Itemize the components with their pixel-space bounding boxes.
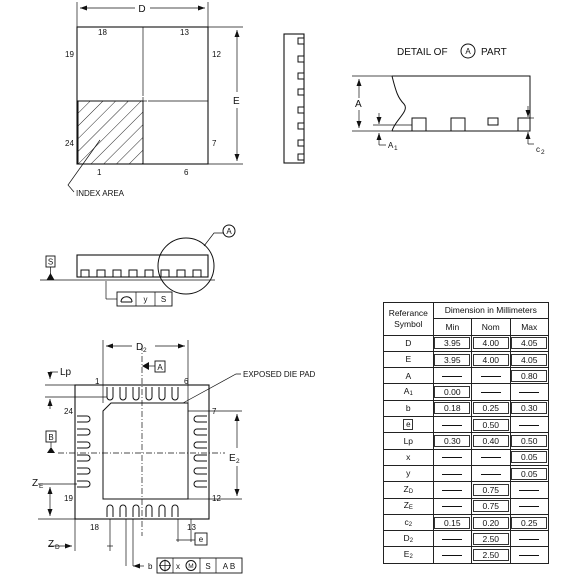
value-text: 3.95 [434,354,470,366]
table-cell-nom [472,433,510,449]
top-pin-13: 13 [180,28,189,37]
bottom-zd-sub: D [55,544,60,551]
table-cell-min [433,400,471,416]
table-cell-min [433,465,471,481]
table-cell-symbol [384,498,434,514]
table-row [384,417,549,433]
bottom-pin-6: 6 [184,377,189,386]
table-cell-nom [472,482,510,498]
index-area-hatch [78,101,143,164]
bottom-fcf-ab: A B [222,562,236,571]
table-cell-nom [472,498,510,514]
table-cell-nom [472,384,510,400]
value-text: 0.30 [511,402,547,414]
value-text: 4.05 [511,354,547,366]
table-row [384,335,549,351]
table-cell-symbol [384,433,434,449]
table-cell-symbol [384,335,434,351]
table-row [384,498,549,514]
dimension-table [383,302,549,564]
table-row [384,449,549,465]
side-view [284,34,304,163]
bottom-pin-1: 1 [95,377,100,386]
table-cell-max [510,417,549,433]
symbol-text: y [406,468,411,479]
value-text: 3.95 [434,337,470,349]
table-cell-nom [472,514,510,530]
symbol-text: E [403,549,410,560]
table-cell-symbol [384,384,434,400]
symbol-text: D [403,532,410,543]
bottom-pin-7: 7 [212,407,217,416]
table-cell-nom [472,465,510,481]
table-cell-nom [472,547,510,563]
table-header-nom: Nom [472,319,510,335]
bottom-pin-19: 19 [64,494,73,503]
table-row [384,514,549,530]
detail-title-suffix: PART [481,47,507,58]
table-cell-nom [472,531,510,547]
bottom-d2-label: D [136,342,144,353]
detail-a1-sub: 1 [394,145,398,152]
value-text: 0.50 [473,419,509,431]
table-cell-max [510,449,549,465]
value-text: 4.05 [511,337,547,349]
table-cell-max [510,465,549,481]
dim-d-label: D [138,4,146,15]
table-cell-max [510,547,549,563]
table-cell-min [433,531,471,547]
table-header-symbol: Referance Symbol [384,303,434,336]
symbol-text: Lp [403,435,414,446]
front-callout-a: A [226,227,232,236]
table-cell-min [433,417,471,433]
value-text: 2.50 [473,533,509,545]
bottom-pin-18: 18 [90,523,99,532]
table-cell-min [433,449,471,465]
table-cell-symbol [384,417,434,433]
table-row [384,384,549,400]
table-cell-symbol [384,351,434,367]
table-cell-min [433,433,471,449]
value-text: 0.25 [473,402,509,414]
table-cell-nom [472,368,510,384]
table-cell-max [510,531,549,547]
table-cell-nom [472,449,510,465]
detail-title-symbol: A [465,47,471,56]
table-cell-max [510,400,549,416]
bottom-lp-label: Lp [60,367,72,378]
table-row [384,368,549,384]
table-cell-min [433,514,471,530]
bottom-fcf-b: b [148,562,153,571]
table-row [384,400,549,416]
table-cell-max [510,514,549,530]
table-cell-symbol [384,482,434,498]
table-cell-max [510,368,549,384]
table-cell-min [433,498,471,514]
value-text: 0.15 [434,517,470,529]
value-text: 4.00 [473,337,509,349]
table-body [384,335,549,563]
bottom-e-label: e [198,535,204,544]
table-header-group: Dimension in Millimeters [433,303,548,319]
table-row [384,433,549,449]
bottom-zd-label: Z [48,539,55,550]
table-cell-symbol [384,547,434,563]
value-text: 0.00 [434,386,470,398]
table-header-min: Min [433,319,471,335]
symbol-text: e [403,419,413,430]
value-text: 0.18 [434,402,470,414]
bottom-datum-a: A [157,363,163,372]
table-cell-nom [472,417,510,433]
table-cell-max [510,433,549,449]
symbol-text: b [405,403,411,414]
table-cell-nom [472,400,510,416]
bottom-e2-sub: 2 [236,458,240,465]
bottom-d2-sub: 2 [143,347,147,354]
table-cell-nom [472,351,510,367]
value-text: 0.20 [473,517,509,529]
detail-a-label: A [355,99,362,110]
table-row [384,465,549,481]
symbol-text: x [406,452,411,463]
bottom-ze-sub: E [39,483,44,490]
symbol-text: Z [403,500,409,511]
bottom-datum-b: B [48,433,54,442]
symbol-text: E [405,354,412,365]
value-text: 0.05 [511,451,547,463]
bottom-view [32,340,316,573]
detail-title: DETAIL OF [397,47,448,58]
value-text: 2.50 [473,549,509,561]
table-cell-nom [472,335,510,351]
table-cell-symbol [384,449,434,465]
table-cell-symbol [384,531,434,547]
front-datum-s: S [47,257,54,267]
value-text: 0.80 [511,370,547,382]
value-text: 0.40 [473,435,509,447]
symbol-subscript: 2 [408,521,413,528]
value-text: 0.30 [434,435,470,447]
table-cell-max [510,335,549,351]
symbol-text: Z [403,483,409,494]
value-text: 0.75 [473,484,509,496]
top-pin-19: 19 [65,50,74,59]
symbol-text: A [403,386,410,397]
table-cell-min [433,335,471,351]
symbol-text: A [405,370,412,381]
table-cell-min [433,547,471,563]
table-header-max: Max [510,319,549,335]
symbol-text: D [405,337,412,348]
table-row [384,482,549,498]
front-fcf-s: S [160,295,167,304]
table-cell-min [433,482,471,498]
index-area-label: INDEX AREA [76,189,125,198]
top-pin-12: 12 [212,50,221,59]
table-row [384,351,549,367]
table-cell-max [510,384,549,400]
table-cell-max [510,351,549,367]
table-cell-max [510,498,549,514]
table-cell-symbol [384,400,434,416]
detail-c2-sub: 2 [541,149,545,156]
bottom-pin-13: 13 [187,523,196,532]
table-cell-symbol [384,465,434,481]
front-view [40,225,235,306]
bottom-fcf-x: x [176,562,180,571]
table-cell-min [433,368,471,384]
table-row [384,547,549,563]
value-text: 0.05 [511,468,547,480]
top-pin-24: 24 [65,139,74,148]
bottom-ze-label: Z [32,478,39,489]
bottom-e2-label: E [229,453,236,464]
symbol-text: c [404,516,409,527]
bottom-pin-12: 12 [212,494,221,503]
value-text: 4.00 [473,354,509,366]
value-text: 0.25 [511,517,547,529]
symbol-subscript: D [408,488,414,495]
table-cell-max [510,482,549,498]
table-cell-min [433,384,471,400]
value-text: 0.75 [473,500,509,512]
table-cell-min [433,351,471,367]
dim-e-label: E [233,96,240,107]
detail-c2-label: c [536,145,540,154]
detail-a1-label: A [388,141,394,150]
bottom-fcf-s: S [205,562,211,571]
table-cell-symbol [384,514,434,530]
symbol-subscript: 2 [409,554,413,561]
symbol-subscript: 2 [409,537,414,544]
table-cell-symbol [384,368,434,384]
value-text: 0.50 [511,435,547,447]
detail-view [352,44,545,156]
symbol-subscript: E [408,505,413,512]
symbol-subscript: 1 [409,391,413,398]
top-pin-18: 18 [98,28,107,37]
bottom-pin-24: 24 [64,407,73,416]
top-pin-7: 7 [212,139,217,148]
top-view [65,2,243,198]
top-pin-6: 6 [184,168,189,177]
table-row [384,531,549,547]
top-pin-1: 1 [97,168,102,177]
exposed-die-pad-label: EXPOSED DIE PAD [243,370,316,379]
front-fcf-y: y [143,295,148,304]
bottom-fcf-m: M [188,563,194,570]
